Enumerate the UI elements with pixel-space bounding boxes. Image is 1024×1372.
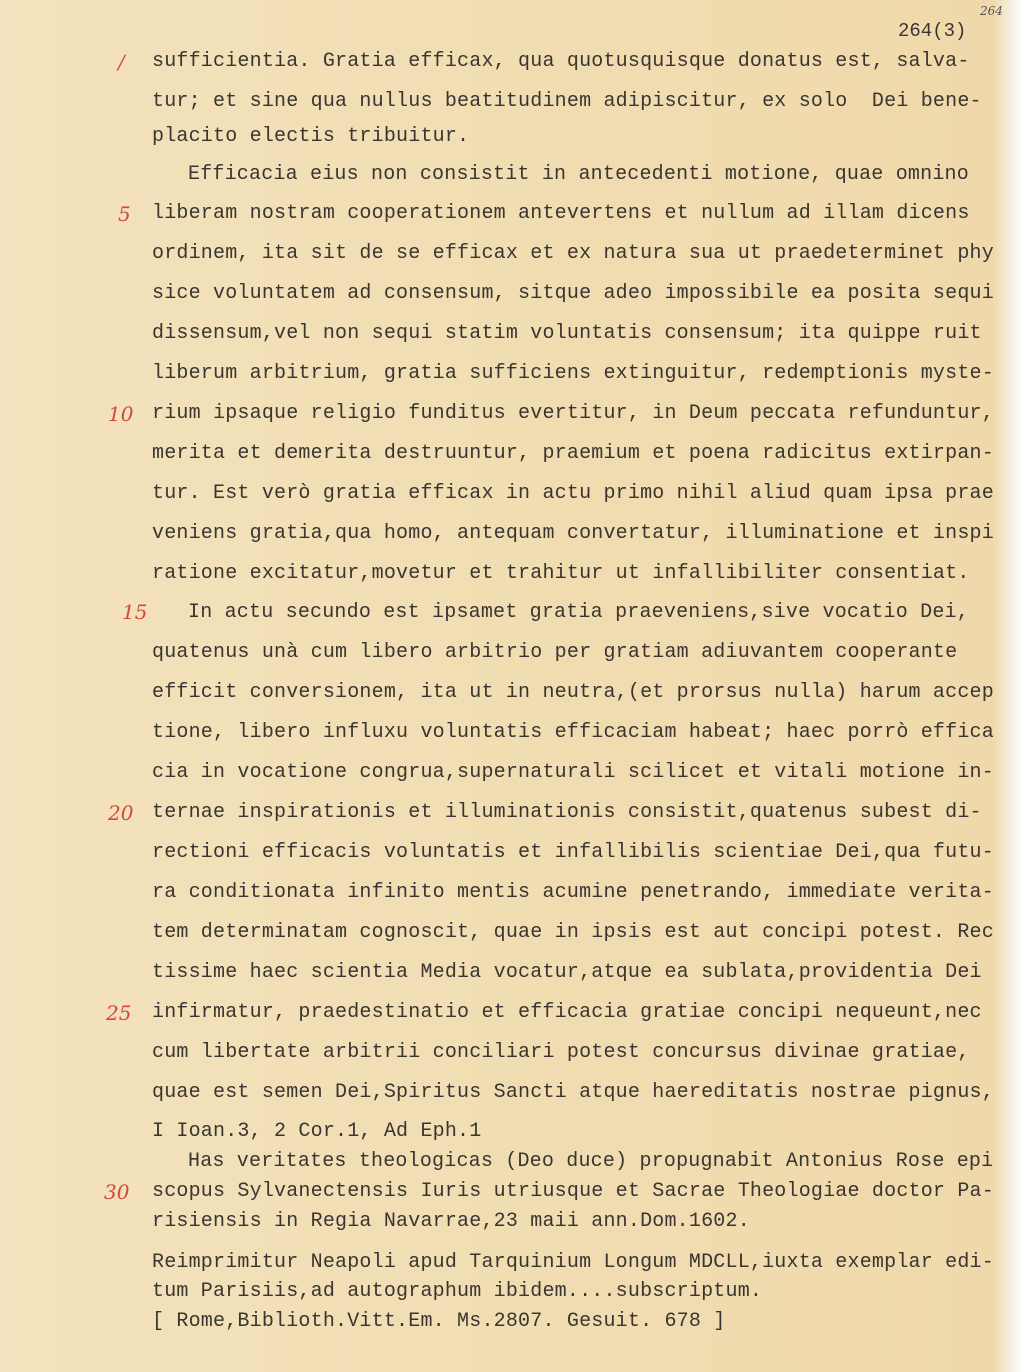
text-line: dissensum,vel non sequi statim voluntatis consensum; ita quippe ruit bbox=[152, 322, 982, 345]
text-line: liberam nostram cooperationem antevertens et nullum ad illam dicens bbox=[152, 202, 970, 225]
text-line: Reimprimitur Neapoli apud Tarquinium Longum MDCLL,iuxta exemplar edi- bbox=[152, 1251, 994, 1274]
text-line: ra conditionata infinito mentis acumine penetrando, immediate verita- bbox=[152, 881, 994, 904]
text-line: tissime haec scientia Media vocatur,atque ea sublata,providentia Dei bbox=[152, 961, 982, 984]
margin-number: 20 bbox=[108, 801, 134, 825]
text-line: placito electis tribuitur. bbox=[152, 125, 470, 148]
text-line: tur. Est verò gratia efficax in actu primo nihil aliud quam ipsa prae bbox=[152, 482, 994, 505]
text-line: cum libertate arbitrii conciliari potest concursus divinae gratiae, bbox=[152, 1041, 970, 1064]
text-line: ordinem, ita sit de se efficax et ex natura sua ut praedeterminet phy bbox=[152, 242, 994, 265]
margin-number: 30 bbox=[104, 1180, 130, 1204]
text-line: efficit conversionem, ita ut in neutra,(et prorsus nulla) harum accep bbox=[152, 681, 994, 704]
text-line: I Ioan.3, 2 Cor.1, Ad Eph.1 bbox=[152, 1120, 482, 1143]
text-line: tum Parisiis,ad autographum ibidem....subscriptum. bbox=[152, 1280, 763, 1303]
text-line: cia in vocatione congrua,supernaturali scilicet et vitali motione in- bbox=[152, 761, 994, 784]
page-number: 264(3) bbox=[898, 20, 967, 42]
margin-number: 10 bbox=[108, 402, 134, 426]
margin-number: 25 bbox=[106, 1001, 132, 1025]
text-line: tem determinatam cognoscit, quae in ipsis est aut concipi potest. Rec bbox=[152, 921, 994, 944]
margin-number: 15 bbox=[122, 600, 148, 624]
text-line: risiensis in Regia Navarrae,23 maii ann.Dom.1602. bbox=[152, 1210, 750, 1233]
margin-number: / bbox=[118, 50, 125, 74]
text-line: rium ipsaque religio funditus evertitur, in Deum peccata refunduntur, bbox=[152, 402, 994, 425]
text-line: ternae inspirationis et illuminationis consistit,quatenus subest di- bbox=[152, 801, 982, 824]
text-line: scopus Sylvanectensis Iuris utriusque et Sacrae Theologiae doctor Pa- bbox=[152, 1180, 994, 1203]
text-line: rectioni efficacis voluntatis et infallibilis scientiae Dei,qua futu- bbox=[152, 841, 994, 864]
handwritten-page-number: 264 bbox=[980, 4, 1003, 18]
text-line: sufficientia. Gratia efficax, qua quotusquisque donatus est, salva- bbox=[152, 50, 970, 73]
text-line: liberum arbitrium, gratia sufficiens extinguitur, redemptionis myste- bbox=[152, 362, 994, 385]
text-line: Efficacia eius non consistit in antecedenti motione, quae omnino bbox=[188, 163, 969, 186]
text-line: Has veritates theologicas (Deo duce) propugnabit Antonius Rose epi bbox=[188, 1150, 994, 1173]
text-line: [ Rome,Biblioth.Vitt.Em. Ms.2807. Gesuit. 678 ] bbox=[152, 1310, 726, 1333]
text-line: merita et demerita destruuntur, praemium et poena radicitus extirpan- bbox=[152, 442, 994, 465]
text-line: infirmatur, praedestinatio et efficacia gratiae concipi nequeunt,nec bbox=[152, 1001, 982, 1024]
text-line: In actu secundo est ipsamet gratia praeveniens,sive vocatio Dei, bbox=[188, 601, 969, 624]
text-line: quatenus unà cum libero arbitrio per gratiam adiuvantem cooperante bbox=[152, 641, 958, 664]
text-line: quae est semen Dei,Spiritus Sancti atque haereditatis nostrae pignus, bbox=[152, 1081, 994, 1104]
text-line: tione, libero influxu voluntatis efficaciam habeat; haec porrò effica bbox=[152, 721, 994, 744]
text-line: veniens gratia,qua homo, antequam convertatur, illuminatione et inspi bbox=[152, 522, 994, 545]
text-line: ratione excitatur,movetur et trahitur ut infallibiliter consentiat. bbox=[152, 562, 970, 585]
text-line: sice voluntatem ad consensum, sitque adeo impossibile ea posita sequi bbox=[152, 282, 994, 305]
margin-number: 5 bbox=[118, 202, 131, 226]
text-line: tur; et sine qua nullus beatitudinem adipiscitur, ex solo Dei bene- bbox=[152, 90, 982, 113]
